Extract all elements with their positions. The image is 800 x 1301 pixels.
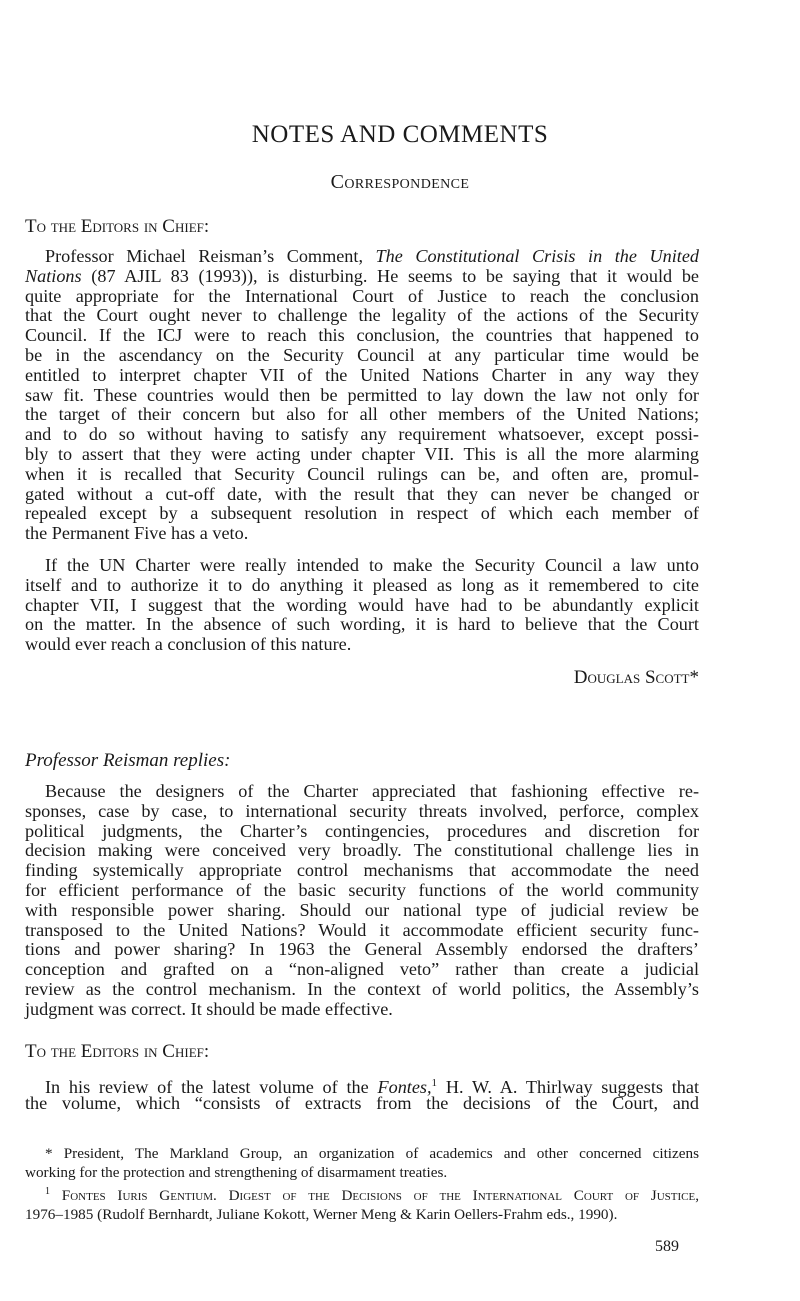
text-line: political judgments, the Charter’s contingencies, procedures and discretion for xyxy=(25,820,699,841)
text-run: H. W. A. Thirlway suggests that xyxy=(437,1077,699,1098)
text-line: would ever reach a conclusion of this nature. xyxy=(25,634,352,655)
text-line: that the Court ought never to challenge the legality of the actions of the Security xyxy=(25,305,699,326)
footnotes xyxy=(25,1144,699,1224)
text-line: be in the ascendancy on the Security Council at any particular time would be xyxy=(25,344,699,365)
section-heading: Correspondence xyxy=(330,171,470,193)
letter1-paragraph-2 xyxy=(25,556,699,655)
text-line: finding systemically appropriate control mechanisms that accommodate the need xyxy=(25,860,699,881)
text-line xyxy=(25,1074,699,1098)
letter2-paragraph xyxy=(25,1074,699,1114)
footnote-1-cont: 1976–1985 (Rudolf Bernhardt, Juliane Kokott, Werner Meng & Karin Oellers-Frahm eds., 1990). xyxy=(25,1206,618,1224)
text-line xyxy=(25,267,699,287)
text-line: Council. If the ICJ were to reach this conclusion, the countries that happened to xyxy=(25,325,699,346)
text-line: the target of their concern but also for all other members of the United Nations; xyxy=(25,404,699,425)
text-line: review as the control mechanism. In the context of world politics, the Assembly’s xyxy=(25,978,699,999)
footnote-ref[interactable]: 1 xyxy=(431,1077,438,1089)
text-run: Professor Michael Reisman’s Comment, xyxy=(45,246,376,266)
reply-heading: Professor Reisman replies: xyxy=(25,750,231,771)
text-line: entitled to interpret chapter VII of the United Nations Charter in any way they xyxy=(25,364,699,385)
footnote-citation: Fontes Iuris Gentium. Digest of the Decisions of the International Court of Justice, xyxy=(61,1187,699,1205)
footnote-mark: 1 xyxy=(45,1186,50,1197)
footnote-1 xyxy=(25,1182,699,1205)
text-line: itself and to authorize it to do anything it pleased as long as it remembered to cite xyxy=(25,574,699,595)
text-line: judgment was correct. It should be made effective. xyxy=(25,998,393,1019)
work-title: Fontes, xyxy=(377,1077,432,1098)
text-line: the volume, which “consists of extracts from the decisions of the Court, and xyxy=(25,1092,699,1113)
text-line: sponses, case by case, to international security threats involved, perforce, complex xyxy=(25,800,699,821)
text-run: (87 AJIL 83 (1993)), is disturbing. He seems to be saying that it would be xyxy=(81,265,699,286)
text-line: tions and power sharing? In 1963 the General Assembly endorsed the drafters’ xyxy=(25,939,699,960)
signature: Douglas Scott* xyxy=(573,667,699,688)
text-line: on the matter. In the absence of such wording, it is hard to believe that the Court xyxy=(25,614,699,635)
text-line: decision making were conceived very broadly. The constitutional challenge lies in xyxy=(25,840,699,861)
text-line xyxy=(25,247,699,267)
text-line: bly to assert that they were acting under chapter VII. This is all the more alarming xyxy=(25,443,699,464)
text-line: gated without a cut-off date, with the result that they can never be changed or xyxy=(25,483,699,504)
letter1-paragraph-1 xyxy=(25,247,699,544)
text-line: conception and grafted on a “non-aligned veto” rather than create a judicial xyxy=(25,959,699,980)
page-title: NOTES AND COMMENTS xyxy=(251,121,549,148)
footnote-star: * President, The Markland Group, an organization of academics and other concerned citizens xyxy=(45,1145,699,1162)
text-line: repealed except by a subsequent resolution in respect of which each member of xyxy=(25,503,699,524)
text-line: when it is recalled that Security Council rulings can be, and often are, promul- xyxy=(25,463,699,484)
article-title: Nations xyxy=(25,265,82,286)
text-line: Because the designers of the Charter appreciated that fashioning effective re- xyxy=(45,781,699,801)
salutation: To the Editors in Chief: xyxy=(25,216,210,237)
text-line: chapter VII, I suggest that the wording would have had to be abundantly explicit xyxy=(25,594,699,615)
text-line: for efficient performance of the basic security functions of the world community xyxy=(25,879,699,900)
text-line: with responsible power sharing. Should our national type of judicial review be xyxy=(25,899,699,920)
footnote-star-cont: working for the protection and strengthening of disarmament treaties. xyxy=(25,1164,448,1181)
page-number: 589 xyxy=(655,1238,679,1255)
text-line: saw fit. These countries would then be permitted to lay down the law not only for xyxy=(25,384,699,405)
salutation: To the Editors in Chief: xyxy=(25,1041,210,1062)
text-line: the Permanent Five has a veto. xyxy=(25,523,249,544)
article-title: The Constitutional Crisis in the United xyxy=(375,246,699,266)
reply-paragraph xyxy=(25,782,699,1020)
text-line: and to do so without having to satisfy any requirement whatsoever, except possi- xyxy=(25,424,699,445)
text-line: transposed to the United Nations? Would it accommodate efficient security func- xyxy=(25,919,699,940)
text-run: In his review of the latest volume of the xyxy=(45,1077,378,1098)
text-line: quite appropriate for the International Court of Justice to reach the conclusion xyxy=(25,285,699,306)
text-line: If the UN Charter were really intended to make the Security Council a law unto xyxy=(45,555,699,575)
